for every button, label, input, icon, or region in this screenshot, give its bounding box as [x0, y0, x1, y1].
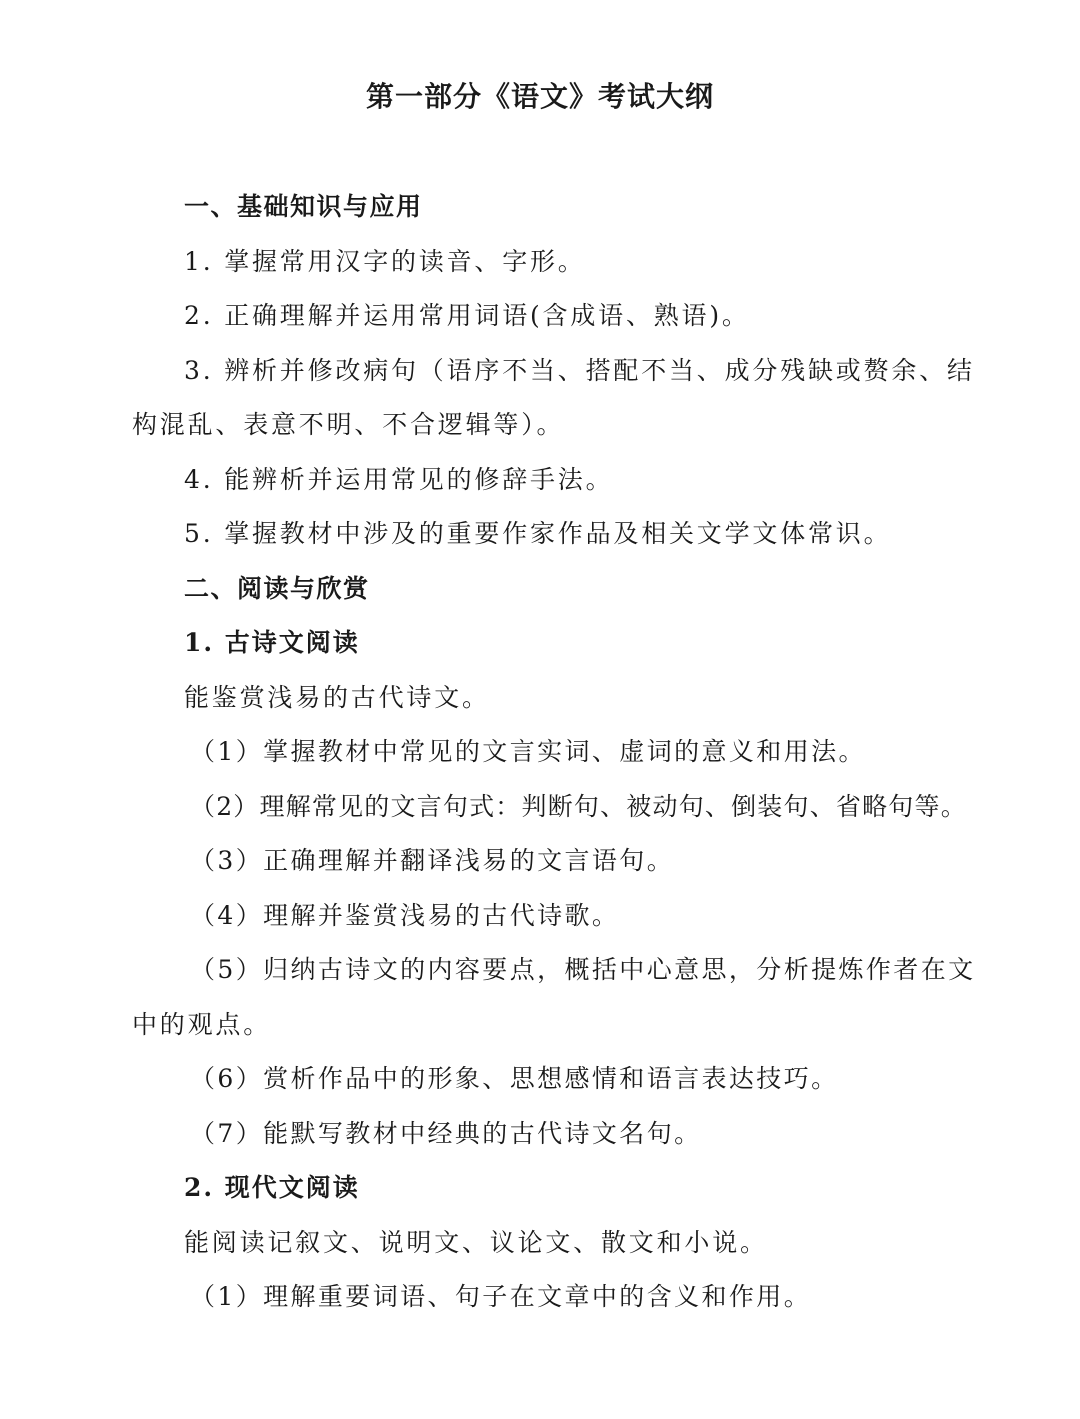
- subsection-heading-classical: 1. 古诗文阅读: [184, 628, 360, 657]
- list-item: 2. 正确理解并运用常用词语(含成语、熟语)。: [184, 301, 750, 330]
- list-item: 1. 掌握常用汉字的读音、字形。: [184, 246, 586, 276]
- list-item: （1）理解重要词语、句子在文章中的含义和作用。: [190, 1282, 812, 1311]
- list-item: （1）掌握教材中常见的文言实词、虚词的意义和用法。: [190, 737, 866, 766]
- section-heading-basics: 一、基础知识与应用: [184, 192, 423, 221]
- list-item-continuation: 中的观点。: [132, 1009, 272, 1039]
- list-item: （3）正确理解并翻译浅易的文言语句。: [190, 846, 675, 875]
- subsection-intro: 能阅读记叙文、说明文、议论文、散文和小说。: [184, 1227, 768, 1257]
- list-item-continuation: 构混乱、表意不明、不合逻辑等）。: [132, 410, 565, 439]
- document-body: [132, 180, 976, 1325]
- list-item: （6）赏析作品中的形象、思想感情和语言表达技巧。: [190, 1064, 839, 1093]
- list-item: （5）归纳古诗文的内容要点，概括中心意思，分析提炼作者在文: [190, 955, 976, 984]
- list-item: （7）能默写教材中经典的古代诗文名句。: [190, 1118, 702, 1148]
- list-item: 4. 能辨析并运用常见的修辞手法。: [184, 464, 614, 494]
- list-item: （4）理解并鉴赏浅易的古代诗歌。: [190, 900, 620, 930]
- document-title: 第一部分《语文》考试大纲: [365, 80, 714, 113]
- subsection-intro: 能鉴赏浅易的古代诗文。: [184, 682, 490, 712]
- section-heading-reading: 二、阅读与欣赏: [184, 573, 370, 603]
- list-item: 3. 辨析并修改病句（语序不当、搭配不当、成分残缺或赘余、结: [184, 355, 975, 385]
- subsection-heading-modern: 2. 现代文阅读: [184, 1173, 360, 1202]
- list-item: （2）理解常见的文言句式：判断句、被动句、倒装句、省略句等。: [190, 791, 967, 821]
- list-item: 5. 掌握教材中涉及的重要作家作品及相关文学文体常识。: [184, 519, 892, 548]
